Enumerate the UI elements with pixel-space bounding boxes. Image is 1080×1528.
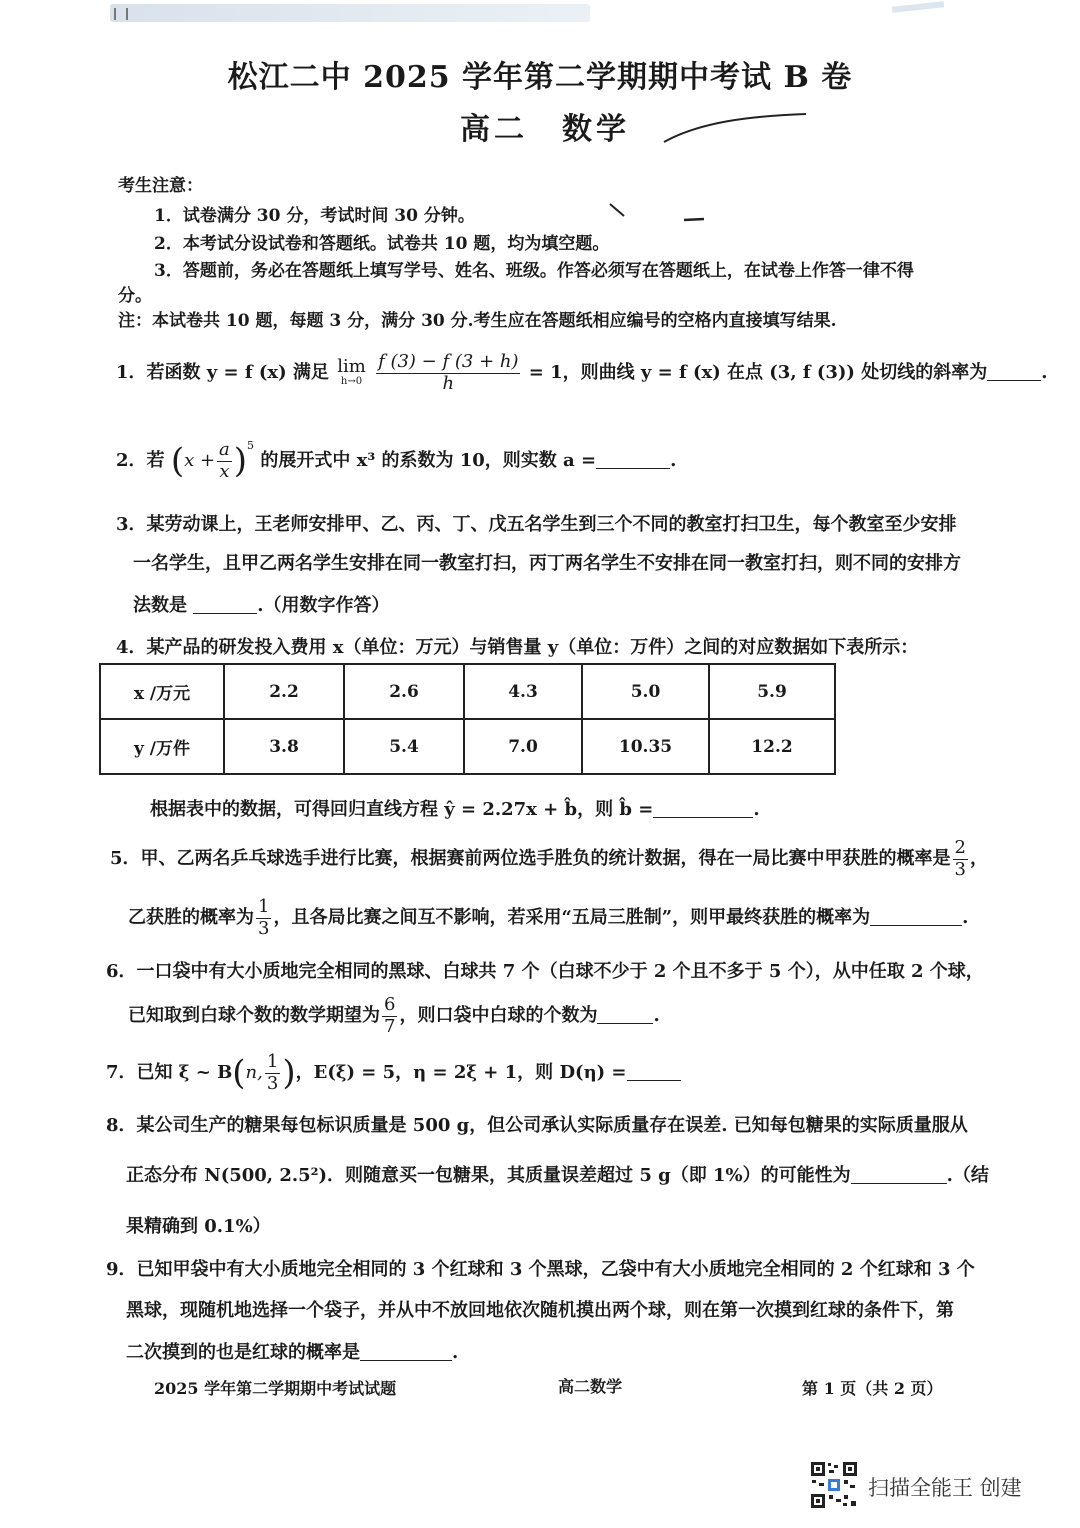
footer-subject: 高二数学 xyxy=(558,1377,623,1396)
question-4-after: 根据表中的数据，可得回归直线方程 ŷ = 2.27x + b̂，则 b̂ = . xyxy=(150,799,760,820)
answer-blank-8 xyxy=(851,1165,947,1184)
answer-blank-2 xyxy=(596,450,670,469)
pen-tick-mark xyxy=(604,200,714,224)
pen-stroke-mark xyxy=(660,108,810,148)
question-3-line-1: 3．某劳动课上，王老师安排甲、乙、丙、丁、戊五名学生到三个不同的教室打扫卫生，每个教室至少安排 xyxy=(116,514,957,535)
notice-heading: 考生注意： xyxy=(118,176,203,196)
notice-item-2: 2．本考试分设试卷和答题纸。试卷共 10 题，均为填空题。 xyxy=(154,234,610,254)
table-cell: 5.4 xyxy=(344,719,464,774)
table-cell: 4.3 xyxy=(464,664,582,719)
table-cell: 2.2 xyxy=(224,664,344,719)
question-2: 2．若 (x + $\frac{a}{x}$ )$^5$ 的展开式中 x³ 的系数为 10，则实数 a = . xyxy=(116,439,677,482)
table-row xyxy=(100,719,835,774)
question-6-line-1: 6．一口袋中有大小质地完全相同的黑球、白球共 7 个（白球不少于 2 个且不多于 5 个），从中任取 2 个球， xyxy=(106,961,984,982)
answer-blank-3 xyxy=(193,595,257,614)
question-5-line-1: 5．甲、乙两名乒乓球选手进行比赛，根据赛前两位选手胜负的统计数据，得在一局比赛中甲获胜的概率是 $\frac{2}{3}$ ， xyxy=(110,837,988,880)
answer-blank-7 xyxy=(627,1062,681,1081)
table-row xyxy=(100,664,835,719)
scan-tape-artifact xyxy=(110,4,590,22)
question-7: 7．已知 ξ ~ B(n, $\frac{1}{3}$ )，E(ξ) = 5，η = 2ξ + 1，则 D(η) = xyxy=(106,1052,681,1094)
question-9-line-2: 黑球，现随机地选择一个袋子，并从中不放回地依次随机摸出两个球，则在第一次摸到红球的条件下，第 xyxy=(126,1300,954,1321)
notice-item-3: 3．答题前，务必在答题纸上填写学号、姓名、班级。作答必须写在答题纸上，在试卷上作答一律不得 xyxy=(154,261,914,281)
answer-blank-4 xyxy=(653,799,753,818)
answer-blank-5 xyxy=(870,907,962,926)
tape-bars-artifact xyxy=(114,8,128,20)
answer-blank-6 xyxy=(597,1005,653,1024)
question-8-line-1: 8．某公司生产的糖果每包标识质量是 500 g，但公司承认实际质量存在误差. 已知每包糖果的实际质量服从 xyxy=(106,1115,968,1136)
answer-blank-9 xyxy=(360,1342,452,1361)
table-cell: 2.6 xyxy=(344,664,464,719)
question-9-line-1: 9．已知甲袋中有大小质地完全相同的 3 个红球和 3 个黑球，乙袋中有大小质地完全相同的 2 个红球和 3 个 xyxy=(106,1259,975,1280)
scan-tape-artifact-right xyxy=(892,1,944,12)
notice-item-3-cont: 分。 xyxy=(118,286,152,306)
question-8-line-2: 正态分布 N(500, 2.5²)．则随意买一包糖果，其质量误差超过 5 g（即 1%）的可能性为 .（结 xyxy=(126,1165,989,1186)
question-8-line-3: 果精确到 0.1%） xyxy=(126,1216,271,1237)
answer-blank-1 xyxy=(987,362,1041,381)
question-3-line-3: 法数是 .（用数字作答） xyxy=(133,595,390,616)
table-cell: 10.35 xyxy=(582,719,709,774)
question-4-intro: 4．某产品的研发投入费用 x（单位：万元）与销售量 y（单位：万件）之间的对应数据如下表所示： xyxy=(116,637,919,658)
qr-code-icon xyxy=(810,1461,858,1509)
question-6-line-2: 已知取到白球个数的数学期望为 $\frac{6}{7}$ ，则口袋中白球的个数为 . xyxy=(128,994,660,1037)
table-cell: 5.9 xyxy=(709,664,835,719)
question-3-line-2: 一名学生，且甲乙两名学生安排在同一教室打扫，丙丁两名学生不安排在同一教室打扫，则不同的安排方 xyxy=(133,553,961,574)
notice-item-1: 1．试卷满分 30 分，考试时间 30 分钟。 xyxy=(154,206,475,226)
table-header-cell: x /万元 xyxy=(100,664,224,719)
table-header-cell: y /万件 xyxy=(100,719,224,774)
exam-title: 松江二中 2025 学年第二学期期中考试 B 卷 xyxy=(227,60,853,95)
table-cell: 5.0 xyxy=(582,664,709,719)
table-cell: 7.0 xyxy=(464,719,582,774)
question-1: 1．若函数 y = f (x) 满足 lim h→0 $\frac{f (3) - f (3 + h)}{h}$ = 1，则曲线 y = f (x) 在点 (3, f (3)) 处切线的斜率为 . xyxy=(116,351,1048,394)
table-cell: 12.2 xyxy=(709,719,835,774)
question-5-line-2: 乙获胜的概率为 $\frac{1}{3}$ ，且各局比赛之间互不影响，若采用“五局三胜制”，则甲最终获胜的概率为 . xyxy=(128,896,969,939)
scanner-watermark: 扫描全能王 创建 xyxy=(868,1476,1022,1500)
exam-subtitle: 高二 数学 xyxy=(460,112,630,147)
data-table xyxy=(99,663,836,775)
footer-exam-name: 2025 学年第二学期期中考试试题 xyxy=(154,1379,397,1398)
notice-note: 注：本试卷共 10 题，每题 3 分，满分 30 分.考生应在答题纸相应编号的空格内直接填写结果. xyxy=(118,311,837,331)
table-cell: 3.8 xyxy=(224,719,344,774)
question-9-line-3: 二次摸到的也是红球的概率是 . xyxy=(126,1342,459,1363)
footer-page-number: 第 1 页（共 2 页） xyxy=(802,1379,943,1398)
